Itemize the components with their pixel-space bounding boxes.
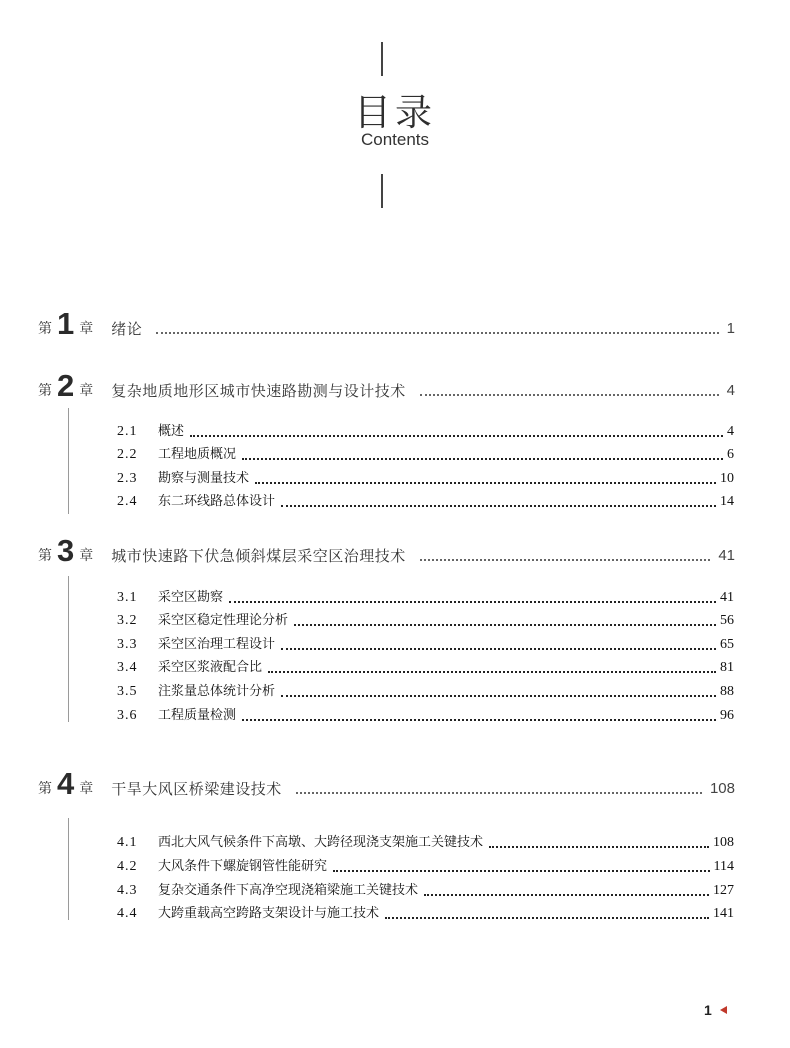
section-2-2-entry[interactable] [117, 443, 734, 463]
page-folio [704, 1002, 727, 1018]
section-page: 4 [727, 424, 734, 439]
section-number: 3.6 [117, 708, 138, 723]
section-number: 3.3 [117, 637, 138, 652]
dot-leader [489, 845, 709, 848]
section-title: 工程地质概况 [158, 447, 237, 462]
chapter-2-bracket [68, 408, 69, 514]
dot-leader [281, 694, 716, 697]
dot-leader [296, 791, 702, 794]
section-2-4-entry[interactable] [117, 490, 734, 510]
section-number: 2.2 [117, 447, 138, 462]
dot-leader [156, 331, 718, 334]
chapter-page: 1 [726, 320, 735, 337]
section-page: 114 [713, 859, 734, 874]
section-page: 65 [720, 637, 734, 652]
dot-leader [385, 916, 709, 919]
section-title: 概述 [158, 424, 185, 439]
chapter-4-entry[interactable] [38, 766, 735, 801]
chapter-number: 4 [57, 766, 75, 801]
dot-leader [255, 481, 716, 484]
section-number: 2.4 [117, 494, 138, 509]
section-3-5-entry[interactable] [117, 680, 734, 700]
section-number: 3.1 [117, 590, 138, 605]
section-title: 大跨重载高空跨路支架设计与施工技术 [158, 906, 380, 921]
section-number: 4.1 [117, 835, 138, 850]
section-page: 96 [720, 708, 734, 723]
section-number: 4.2 [117, 859, 138, 874]
dot-leader [242, 457, 723, 460]
chapter-number: 1 [57, 306, 75, 341]
section-title: 采空区治理工程设计 [158, 637, 276, 652]
dot-leader [420, 558, 711, 561]
chapter-title: 干旱大风区桥梁建设技术 [111, 780, 282, 798]
dot-leader [242, 718, 716, 721]
section-title: 西北大风气候条件下高墩、大跨径现浇支架施工关键技术 [158, 835, 484, 850]
dot-leader [294, 623, 716, 626]
chapter-page: 41 [718, 547, 735, 564]
chapter-prefix: 第 [38, 321, 52, 337]
section-page: 127 [713, 883, 734, 898]
section-page: 56 [720, 613, 734, 628]
section-3-1-entry[interactable] [117, 586, 734, 606]
chapter-prefix: 第 [38, 548, 52, 564]
dot-leader [268, 670, 716, 673]
chapter-suffix: 章 [79, 781, 94, 797]
section-2-3-entry[interactable] [117, 467, 734, 487]
section-number: 4.3 [117, 883, 138, 898]
dot-leader [229, 600, 716, 603]
section-page: 14 [720, 494, 734, 509]
section-title: 大风条件下螺旋钢管性能研究 [158, 859, 328, 874]
section-title: 采空区浆液配合比 [158, 660, 263, 675]
header-top-rule [381, 42, 383, 76]
chapter-title: 城市快速路下伏急倾斜煤层采空区治理技术 [111, 547, 406, 565]
section-number: 2.3 [117, 471, 138, 486]
chapter-3-bracket [68, 576, 69, 722]
section-title: 采空区勘察 [158, 590, 224, 605]
dot-leader [333, 869, 710, 872]
chapter-title: 复杂地质地形区城市快速路勘测与设计技术 [111, 382, 406, 400]
page-number: 1 [704, 1002, 712, 1018]
section-number: 3.5 [117, 684, 138, 699]
chapter-title: 绪论 [111, 320, 143, 338]
section-page: 141 [713, 906, 734, 921]
chapter-prefix: 第 [38, 383, 52, 399]
section-2-1-entry[interactable] [117, 420, 734, 440]
section-title: 东二环线路总体设计 [158, 494, 276, 509]
chapter-page: 4 [726, 382, 735, 399]
section-4-2-entry[interactable] [117, 855, 734, 875]
section-title: 复杂交通条件下高净空现浇箱梁施工关键技术 [158, 883, 419, 898]
chapter-number: 3 [57, 533, 75, 568]
dot-leader [281, 647, 716, 650]
dot-leader [420, 393, 719, 396]
chapter-3-entry[interactable] [38, 533, 735, 568]
chapter-suffix: 章 [79, 383, 94, 399]
section-3-2-entry[interactable] [117, 609, 734, 629]
page-title: 目录 [354, 91, 436, 134]
section-number: 3.2 [117, 613, 138, 628]
section-page: 108 [713, 835, 734, 850]
chapter-4-bracket [68, 818, 69, 920]
section-page: 6 [727, 447, 734, 462]
chapter-number: 2 [57, 368, 75, 403]
section-page: 88 [720, 684, 734, 699]
section-4-4-entry[interactable] [117, 902, 734, 922]
chapter-1-entry[interactable] [38, 306, 735, 341]
chapter-page: 108 [709, 780, 735, 797]
chapter-suffix: 章 [79, 548, 94, 564]
section-number: 3.4 [117, 660, 138, 675]
section-page: 41 [720, 590, 734, 605]
section-number: 2.1 [117, 424, 138, 439]
dot-leader [190, 434, 723, 437]
section-page: 81 [720, 660, 734, 675]
section-number: 4.4 [117, 906, 138, 921]
chapter-prefix: 第 [38, 781, 52, 797]
chapter-2-entry[interactable] [38, 368, 735, 403]
dot-leader [281, 504, 716, 507]
section-page: 10 [720, 471, 734, 486]
chapter-suffix: 章 [79, 321, 94, 337]
left-triangle-icon [720, 1006, 727, 1014]
section-3-6-entry[interactable] [117, 704, 734, 724]
section-title: 采空区稳定性理论分析 [158, 613, 289, 628]
section-3-4-entry[interactable] [117, 656, 734, 676]
dot-leader [424, 893, 709, 896]
section-title: 注浆量总体统计分析 [158, 684, 276, 699]
section-title: 工程质量检测 [158, 708, 237, 723]
section-4-1-entry[interactable] [117, 831, 734, 851]
section-title: 勘察与测量技术 [158, 471, 250, 486]
section-3-3-entry[interactable] [117, 633, 734, 653]
page-subtitle: Contents [360, 130, 430, 149]
header-bottom-rule [381, 174, 383, 208]
section-4-3-entry[interactable] [117, 879, 734, 899]
